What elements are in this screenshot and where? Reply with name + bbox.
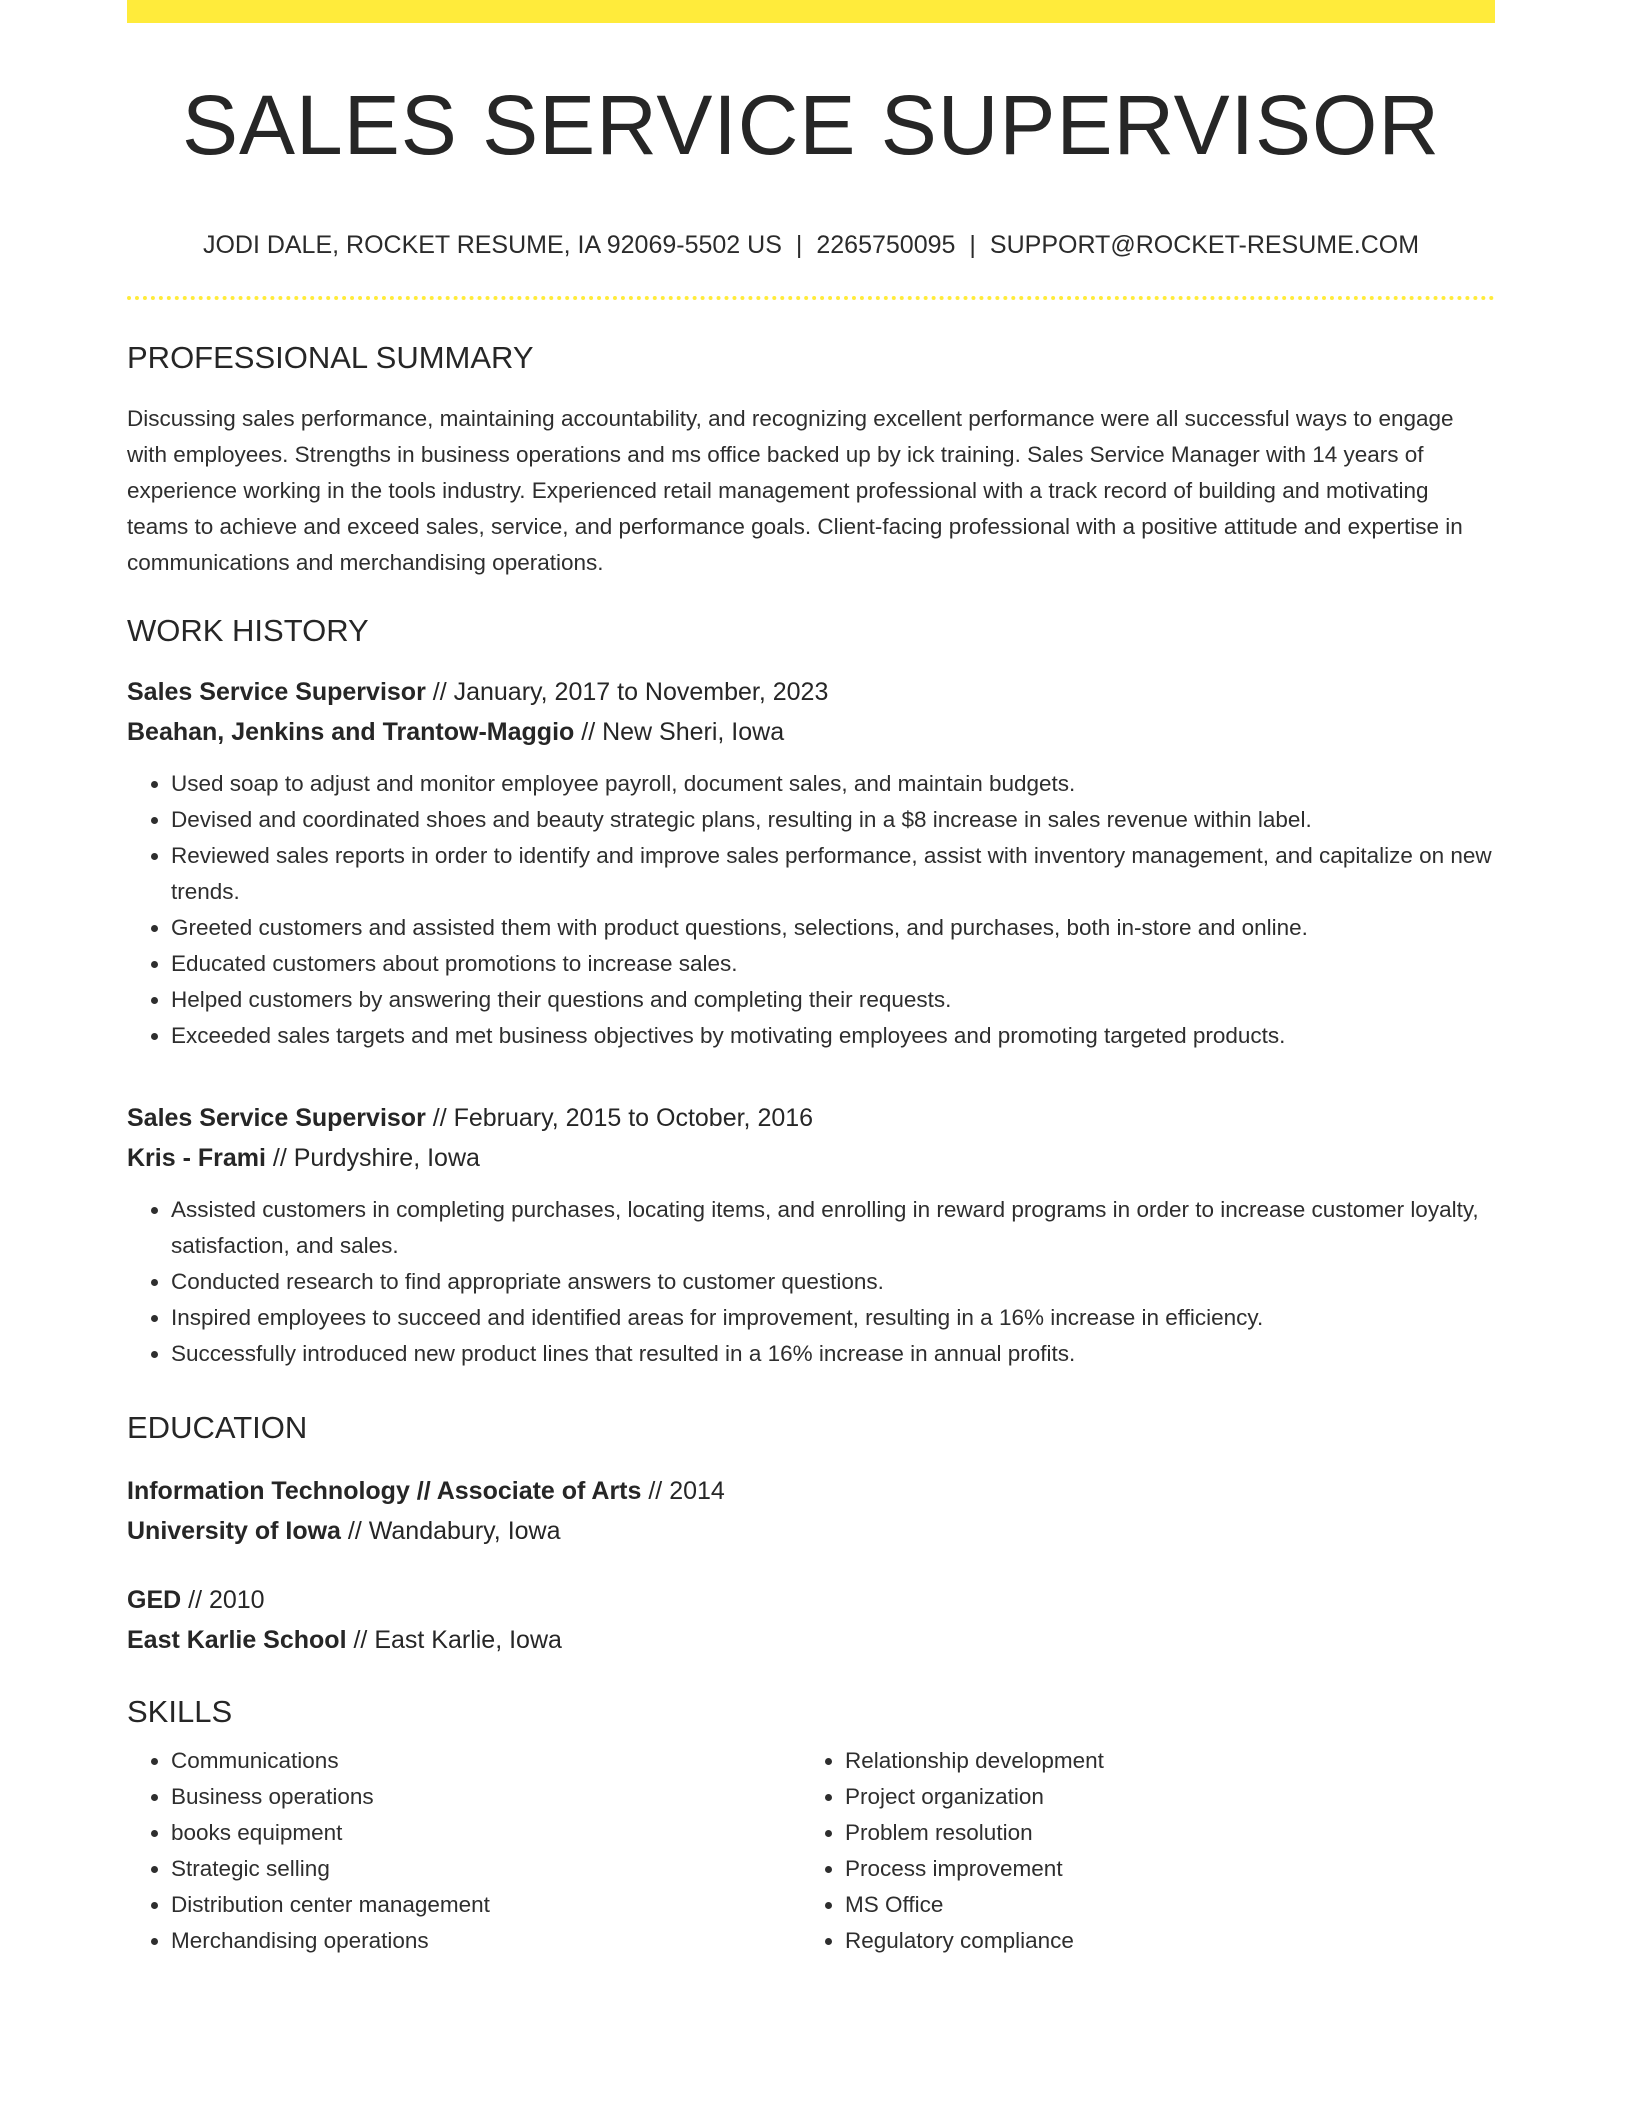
job-company-line xyxy=(127,1138,1495,1178)
job-title-line xyxy=(127,672,1495,712)
contact-line xyxy=(127,233,1495,258)
job-company-line xyxy=(127,712,1495,752)
list-item: • Exceeded sales targets and met business objectives by motivating employees and promoting targeted products. xyxy=(171,1018,1495,1054)
job-title-line xyxy=(127,1098,1495,1138)
list-item: • Merchandising operations xyxy=(171,1923,801,1959)
job-company: Kris - Frami xyxy=(127,1144,266,1172)
job-bullets xyxy=(127,1192,1495,1372)
list-item: • Inspired employees to succeed and identified areas for improvement, resulting in a 16% increase in efficiency. xyxy=(171,1300,1495,1336)
list-item: • Educated customers about promotions to increase sales. xyxy=(171,946,1495,982)
accent-bar xyxy=(127,0,1495,23)
list-item: • Problem resolution xyxy=(845,1815,1475,1851)
education-school: East Karlie School xyxy=(127,1626,347,1654)
job-title: Sales Service Supervisor xyxy=(127,1104,426,1132)
dotted-divider xyxy=(127,296,1495,300)
list-item: • Helped customers by answering their questions and completing their requests. xyxy=(171,982,1495,1018)
skills-list-left xyxy=(127,1743,801,1959)
summary-text: Discussing sales performance, maintaining accountability, and recognizing excellent performance were all successful ways to engage with employees. Strengths in business operations and ms office backed up by ick training. Sales Service Manager with 14 years of experience working in the tools industry. Experienced retail management professional with a track record of building and motivating teams to achieve and exceed sales, service, and performance goals. Client-facing professional with a positive attitude and expertise in communications and merchandising operations. xyxy=(127,406,1463,575)
list-item: • Greeted customers and assisted them with product questions, selections, and purchases, both in-store and online. xyxy=(171,910,1495,946)
contact-separator: | xyxy=(969,231,976,259)
job-dates: // January, 2017 to November, 2023 xyxy=(425,678,829,706)
list-item: • Project organization xyxy=(845,1779,1475,1815)
education-heading: EDUCATION xyxy=(127,1410,308,1445)
job-title: Sales Service Supervisor xyxy=(127,678,426,706)
list-item: • Successfully introduced new product lines that resulted in a 16% increase in annual profits. xyxy=(171,1336,1495,1372)
list-item: • Conducted research to find appropriate answers to customer questions. xyxy=(171,1264,1495,1300)
list-item: • Devised and coordinated shoes and beauty strategic plans, resulting in a $8 increase in sales revenue within label. xyxy=(171,802,1495,838)
skills-columns xyxy=(127,1743,1495,1959)
education-degree-line xyxy=(127,1471,1495,1511)
education-entry xyxy=(127,1471,1495,1551)
job-dates: // February, 2015 to October, 2016 xyxy=(425,1104,814,1132)
list-item: • Assisted customers in completing purchases, locating items, and enrolling in reward programs in order to increase customer loyalty, satisfaction, and sales. xyxy=(171,1192,1495,1264)
job-company: Beahan, Jenkins and Trantow-Maggio xyxy=(127,718,575,746)
education-location: // Wandabury, Iowa xyxy=(340,1517,561,1545)
job-location: // Purdyshire, Iowa xyxy=(265,1144,480,1172)
education-year: // 2014 xyxy=(641,1477,725,1505)
resume-page xyxy=(127,0,1495,1959)
summary-heading: PROFESSIONAL SUMMARY xyxy=(127,340,534,375)
contact-address: JODI DALE, ROCKET RESUME, IA 92069-5502 US xyxy=(202,231,782,259)
list-item: • Distribution center management xyxy=(171,1887,801,1923)
job-location: // New Sheri, Iowa xyxy=(574,718,785,746)
list-item: • Regulatory compliance xyxy=(845,1923,1475,1959)
education-degree-line xyxy=(127,1580,1495,1620)
education-year: // 2010 xyxy=(181,1586,265,1614)
list-item: • Reviewed sales reports in order to identify and improve sales performance, assist with inventory management, and capitalize on new trends. xyxy=(171,838,1495,910)
education-degree: Information Technology // Associate of Arts xyxy=(127,1477,642,1505)
contact-email: SUPPORT@ROCKET-RESUME.COM xyxy=(989,231,1420,259)
list-item: • Used soap to adjust and monitor employee payroll, document sales, and maintain budgets. xyxy=(171,766,1495,802)
education-school-line xyxy=(127,1511,1495,1551)
education-degree: GED xyxy=(127,1586,182,1614)
job-entry xyxy=(127,672,1495,1054)
job-entry xyxy=(127,1098,1495,1372)
list-item: • books equipment xyxy=(171,1815,801,1851)
list-item: • Process improvement xyxy=(845,1851,1475,1887)
list-item: • MS Office xyxy=(845,1887,1475,1923)
education-school-line xyxy=(127,1620,1495,1660)
list-item: • Business operations xyxy=(171,1779,801,1815)
list-item: • Relationship development xyxy=(845,1743,1475,1779)
list-item: • Strategic selling xyxy=(171,1851,801,1887)
contact-separator: | xyxy=(795,231,803,259)
education-school: University of Iowa xyxy=(127,1517,341,1545)
list-item: • Communications xyxy=(171,1743,801,1779)
education-entry xyxy=(127,1580,1495,1660)
job-bullets xyxy=(127,766,1495,1054)
skills-list-right xyxy=(801,1743,1475,1959)
skills-heading: SKILLS xyxy=(127,1694,233,1729)
work-history-heading: WORK HISTORY xyxy=(127,613,369,648)
page-title: SALES SERVICE SUPERVISOR xyxy=(181,78,1441,172)
contact-phone: 2265750095 xyxy=(816,231,956,259)
education-location: // East Karlie, Iowa xyxy=(346,1626,562,1654)
